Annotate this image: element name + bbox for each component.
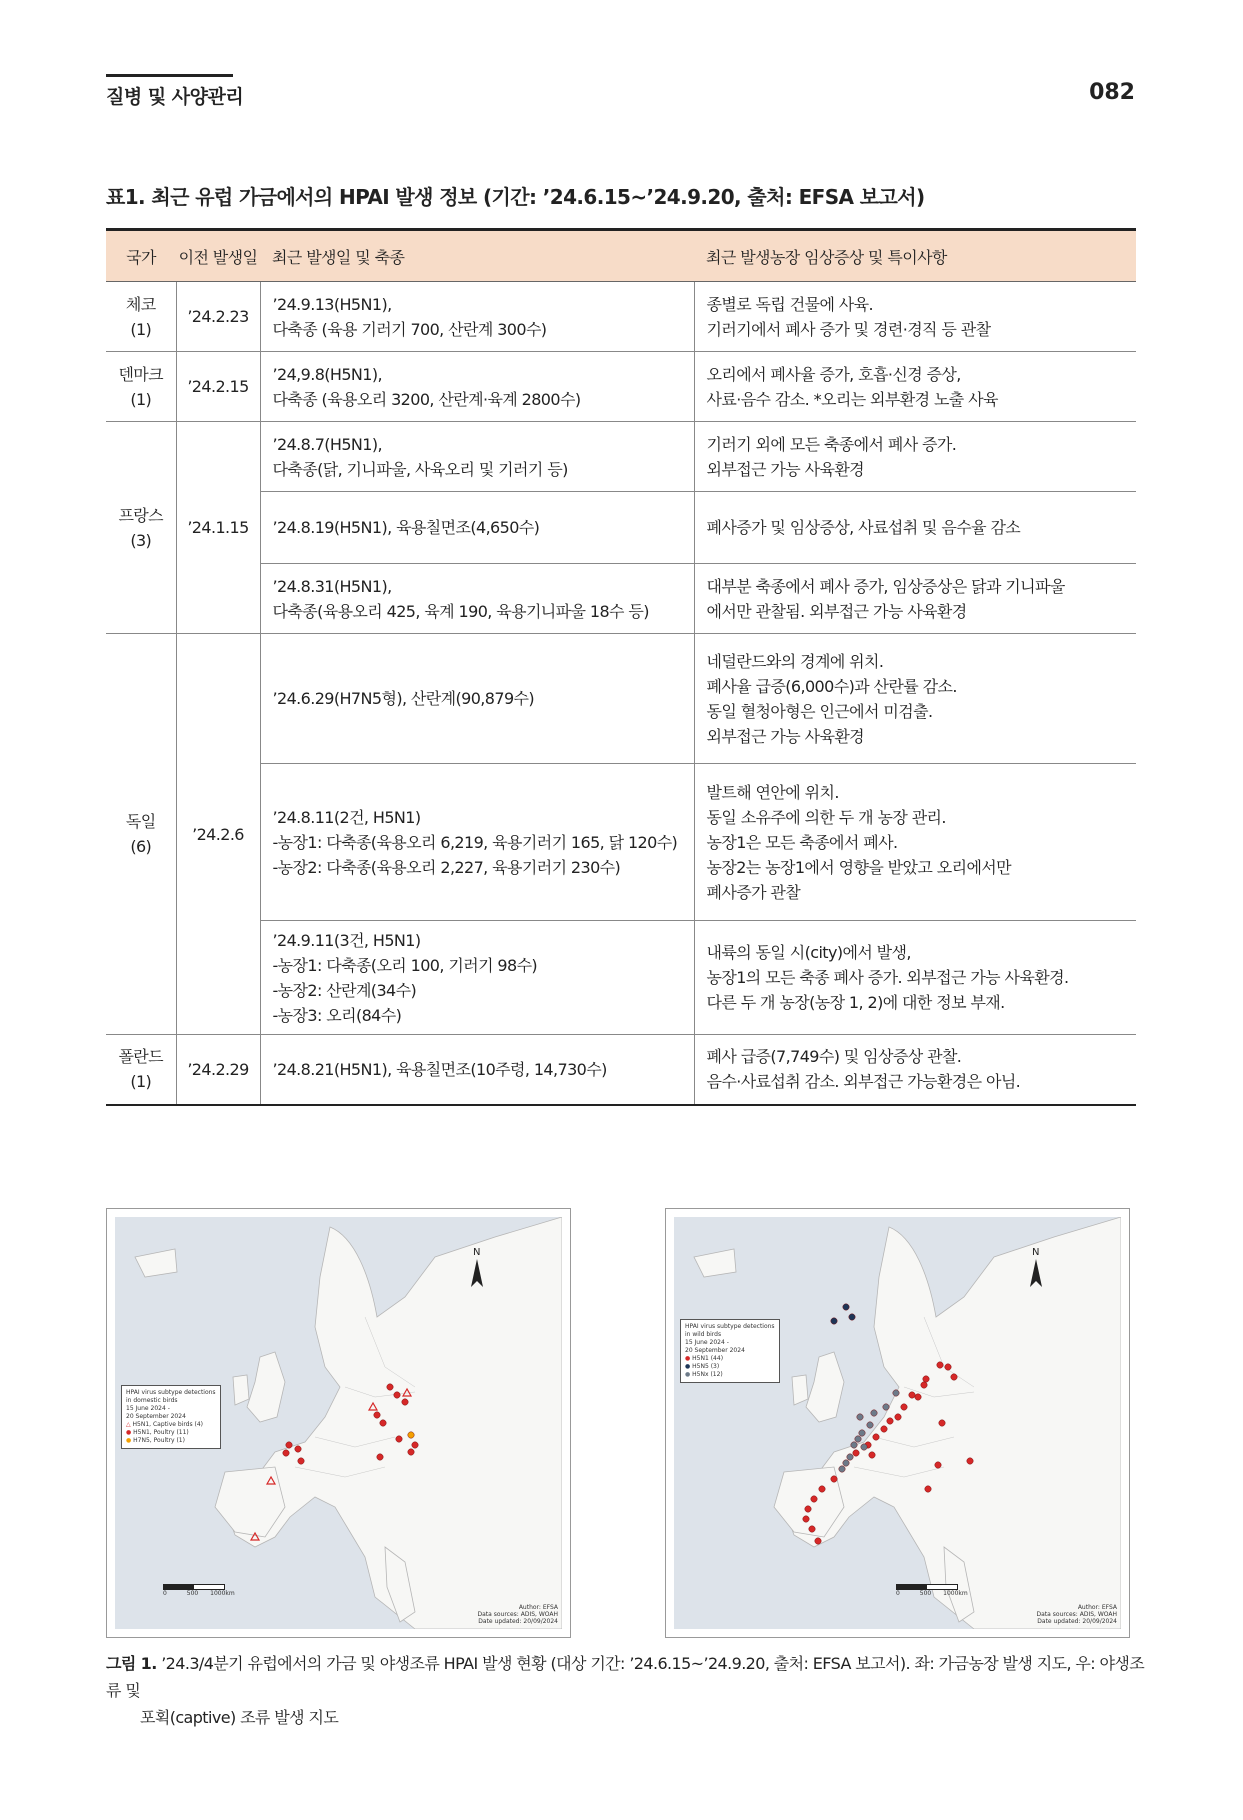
recent-outbreak-cell (260, 564, 694, 634)
wild-h5nx-marker (861, 1444, 867, 1450)
map-domestic-birds (106, 1208, 571, 1638)
caption-label: 그림 1. (106, 1654, 157, 1673)
cell-line: ’24,9.8(H5N1), (272, 364, 383, 384)
wild-h5n1-marker (939, 1420, 945, 1426)
cell-line: 외부접근 가능 사육환경 (706, 726, 865, 746)
cell-line: 발트해 연안에 위치. (706, 782, 839, 802)
country-cell (106, 634, 176, 1035)
notes-cell (694, 634, 1136, 764)
map-credits-right: Author: EFSA Data sources: ADIS, WOAH Date updated: 20/09/2024 (1036, 1604, 1117, 1625)
wild-h5n1-marker (803, 1516, 809, 1522)
wild-h5n5-marker (849, 1314, 855, 1320)
wild-h5n1-marker (887, 1418, 893, 1424)
triangle-icon: △ (126, 1421, 131, 1428)
header-prev-date: 이전 발생일 (176, 230, 260, 282)
wild-h5n1-marker (811, 1496, 817, 1502)
country-cell (106, 1035, 176, 1105)
wild-h5n1-marker (935, 1462, 941, 1468)
cell-line: -농장1: 다축종(오리 100, 기러기 98수) (272, 955, 538, 975)
wild-h5nx-marker (839, 1466, 845, 1472)
recent-outbreak-cell (260, 634, 694, 764)
wild-h5nx-marker (847, 1454, 853, 1460)
header-notes: 최근 발생농장 임상증상 및 특이사항 (694, 230, 1136, 282)
poultry-h5n1-marker (394, 1392, 400, 1398)
table-row (106, 352, 1136, 422)
caption-text: ’24.3/4분기 유럽에서의 가금 및 야생조류 HPAI 발생 현황 (대상 기간: ’24.6.15~’24.9.20, 출처: EFSA 보고서). 좌: 가금농장 발생 지도, 우: 야생조류 및 (106, 1654, 1145, 1700)
cell-line: 폐사율 급증(6,000수)과 산란률 감소. (706, 676, 957, 696)
page-number: 082 (1089, 80, 1135, 105)
poultry-h5n1-marker (408, 1449, 414, 1455)
wild-h5n1-marker (967, 1458, 973, 1464)
recent-outbreak-cell (260, 282, 694, 352)
table-title: 표1. 최근 유럽 가금에서의 HPAI 발생 정보 (기간: ’24.6.15~’24.9.20, 출처: EFSA 보고서) (106, 185, 925, 209)
wild-h5n5-marker (831, 1318, 837, 1324)
recent-outbreak-cell (260, 422, 694, 492)
wild-h5n1-marker (809, 1526, 815, 1532)
map-scale-right: 0 500 1000km (896, 1584, 968, 1597)
wild-h5nx-marker (871, 1410, 877, 1416)
country-cell (106, 282, 176, 352)
table-row (106, 921, 1136, 1035)
map-scale-left: 0 500 1000km (163, 1584, 235, 1597)
cell-line: 음수·사료섭취 감소. 외부접근 가능환경은 아님. (706, 1072, 1021, 1092)
wild-h5n1-marker (923, 1376, 929, 1382)
prev-date-cell: ’24.2.29 (176, 1035, 260, 1105)
prev-date-cell: ’24.2.6 (176, 634, 260, 1035)
map-legend-left: HPAI virus subtype detections in domestic birds 15 June 2024 - 20 September 2024 △ H5N1, Captive birds (4) ● H5N1, Poultry (11) ● H7N5, Poultry (1) (121, 1385, 221, 1449)
cell-line: 농장1의 모든 축종 폐사 증가. 외부접근 가능 사육환경. (706, 968, 1069, 987)
wild-h5n1-marker (805, 1506, 811, 1512)
cell-line: ’24.8.11(2건, H5N1) (272, 807, 421, 827)
cell-line: 폐사증가 관찰 (706, 882, 801, 902)
cell-line: 외부접근 가능 사육환경 (706, 459, 865, 479)
notes-cell (694, 1035, 1136, 1105)
notes-cell (694, 282, 1136, 352)
recent-outbreak-cell (260, 492, 694, 564)
wild-h5n1-marker (831, 1476, 837, 1482)
poultry-h5n1-marker (295, 1446, 301, 1452)
cell-line: 다른 두 개 농장(농장 1, 2)에 대한 정보 부재. (706, 993, 1005, 1012)
cell-line: 농장1은 모든 축종에서 폐사. (706, 832, 898, 852)
caption-text-continued: 포획(captive) 조류 발생 지도 (140, 1708, 339, 1727)
dot-icon: ● (126, 1437, 132, 1444)
wild-h5n1-marker (901, 1404, 907, 1410)
cell-line: 기러기 외에 모든 축종에서 폐사 증가. (706, 434, 957, 454)
country-name: 프랑스 (118, 505, 164, 525)
cell-line: 종별로 독립 건물에 사육. (706, 294, 874, 314)
table-row (106, 1035, 1136, 1105)
cell-line: 동일 혈청아형은 인근에서 미검출. (706, 701, 933, 721)
wild-h5n1-marker (881, 1426, 887, 1432)
wild-h5n1-marker (853, 1450, 859, 1456)
country-name: 덴마크 (118, 364, 164, 384)
cell-line: 다축종 (육용 기러기 700, 산란계 300수) (272, 319, 547, 339)
cell-line: -농장3: 오리(84수) (272, 1005, 402, 1025)
poultry-h5n1-marker (380, 1420, 386, 1426)
header-rule (106, 74, 233, 77)
poultry-h5n1-marker (283, 1450, 289, 1456)
wild-h5n1-marker (819, 1486, 825, 1492)
wild-h5n1-marker (909, 1392, 915, 1398)
dot-icon: ● (685, 1355, 691, 1362)
poultry-h5n1-marker (412, 1442, 418, 1448)
wild-h5n1-marker (815, 1538, 821, 1544)
recent-outbreak-cell (260, 1035, 694, 1105)
table-row (106, 492, 1136, 564)
notes-cell (694, 422, 1136, 492)
cell-line: -농장2: 산란계(34수) (272, 980, 417, 1000)
prev-date-cell: ’24.2.23 (176, 282, 260, 352)
section-title: 질병 및 사양관리 (106, 86, 244, 108)
cell-line: 농장2는 농장1에서 영향을 받았고 오리에서만 (706, 857, 1012, 877)
poultry-h5n1-marker (387, 1384, 393, 1390)
dot-icon: ● (685, 1371, 691, 1378)
notes-cell (694, 352, 1136, 422)
cell-line: -농장2: 다축종(육용오리 2,227, 육용기러기 230수) (272, 857, 621, 877)
wild-h5n1-marker (869, 1452, 875, 1458)
cell-line: 오리에서 폐사율 증가, 호흡·신경 증상, (706, 364, 961, 384)
cell-line: 사료·음수 감소. *오리는 외부환경 노출 사육 (706, 389, 998, 409)
header-recent: 최근 발생일 및 축종 (260, 230, 694, 282)
country-count: (3) (130, 530, 152, 550)
notes-cell (694, 492, 1136, 564)
dot-icon: ● (685, 1363, 691, 1370)
recent-outbreak-cell (260, 352, 694, 422)
cell-line: 네덜란드와의 경계에 위치. (706, 651, 884, 671)
table-row (106, 282, 1136, 352)
poultry-h5n1-marker (374, 1412, 380, 1418)
cell-line: ’24.8.31(H5N1), (272, 576, 392, 596)
cell-line: 대부분 축종에서 폐사 증가, 임상증상은 닭과 기니파울 (706, 576, 1065, 596)
cell-line: 다축종(육용오리 425, 육계 190, 육용기니파울 18수 등) (272, 601, 649, 621)
cell-line: 기러기에서 폐사 증가 및 경련·경직 등 관찰 (706, 319, 991, 339)
cell-line: -농장1: 다축종(육용오리 6,219, 육용기러기 165, 닭 120수) (272, 832, 678, 852)
cell-line: 폐사증가 및 임상증상, 사료섭취 및 음수율 감소 (706, 518, 1021, 537)
notes-cell (694, 921, 1136, 1035)
wild-h5n1-marker (915, 1394, 921, 1400)
map-legend-right: HPAI virus subtype detections in wild birds 15 June 2024 - 20 September 2024 ● H5N1 (44) ● H5N5 (3) ● H5Nx (12) (680, 1319, 780, 1383)
header-country: 국가 (106, 230, 176, 282)
recent-outbreak-cell (260, 764, 694, 921)
wild-h5nx-marker (883, 1404, 889, 1410)
table-body (106, 282, 1136, 1105)
map-wild-birds (665, 1208, 1130, 1638)
poultry-h5n1-marker (377, 1454, 383, 1460)
recent-outbreak-cell (260, 921, 694, 1035)
table-row (106, 634, 1136, 764)
country-name: 폴란드 (118, 1047, 164, 1067)
poultry-h5n1-marker (396, 1436, 402, 1442)
wild-h5nx-marker (843, 1460, 849, 1466)
wild-h5n1-marker (937, 1362, 943, 1368)
country-cell (106, 352, 176, 422)
cell-line: ’24.8.19(H5N1), 육용칠면조(4,650수) (272, 518, 540, 537)
wild-h5nx-marker (855, 1436, 861, 1442)
notes-cell (694, 764, 1136, 921)
cell-line: 다축종(닭, 기니파울, 사육오리 및 기러기 등) (272, 459, 568, 479)
poultry-h5n1-marker (286, 1442, 292, 1448)
cell-line: ’24.8.21(H5N1), 육용칠면조(10주령, 14,730수) (272, 1059, 607, 1079)
cell-line: 동일 소유주에 의한 두 개 농장 관리. (706, 807, 946, 827)
hpai-table (106, 228, 1136, 1106)
europe-map-right (674, 1217, 1121, 1629)
table-row (106, 422, 1136, 492)
wild-h5n1-marker (925, 1486, 931, 1492)
cell-line: 폐사 급증(7,749수) 및 임상증상 관찰. (706, 1047, 962, 1067)
wild-h5nx-marker (857, 1414, 863, 1420)
wild-h5n1-marker (895, 1414, 901, 1420)
country-count: (1) (130, 319, 152, 339)
wild-h5nx-marker (867, 1422, 873, 1428)
wild-h5n1-marker (945, 1364, 951, 1370)
wild-h5nx-marker (859, 1430, 865, 1436)
country-count: (6) (130, 837, 152, 856)
cell-line: ’24.9.11(3건, H5N1) (272, 930, 421, 950)
country-count: (1) (130, 1072, 152, 1092)
svg-text:N: N (1032, 1247, 1040, 1258)
wild-h5n1-marker (921, 1382, 927, 1388)
svg-text:N: N (473, 1247, 481, 1258)
wild-h5n1-marker (951, 1374, 957, 1380)
prev-date-cell: ’24.1.15 (176, 422, 260, 634)
poultry-h5n1-marker (402, 1399, 408, 1405)
table-header-row (106, 230, 1136, 282)
cell-line: ’24.6.29(H7N5형), 산란계(90,879수) (272, 689, 535, 708)
prev-date-cell: ’24.2.15 (176, 352, 260, 422)
wild-h5nx-marker (893, 1390, 899, 1396)
country-count: (1) (130, 389, 152, 409)
figure-caption (106, 1650, 1146, 1731)
wild-h5nx-marker (851, 1442, 857, 1448)
country-name: 독일 (125, 812, 156, 831)
cell-line: ’24.8.7(H5N1), (272, 434, 383, 454)
poultry-h7n5-marker (408, 1432, 414, 1438)
country-name: 체코 (125, 294, 156, 314)
table-row (106, 564, 1136, 634)
dot-icon: ● (126, 1429, 132, 1436)
cell-line: ’24.9.13(H5N1), (272, 294, 392, 314)
wild-h5n5-marker (843, 1304, 849, 1310)
poultry-h5n1-marker (298, 1458, 304, 1464)
country-cell (106, 422, 176, 634)
cell-line: 다축종 (육용오리 3200, 산란계·육계 2800수) (272, 389, 581, 409)
cell-line: 내륙의 동일 시(city)에서 발생, (706, 943, 911, 962)
wild-h5n1-marker (873, 1434, 879, 1440)
notes-cell (694, 564, 1136, 634)
map-credits-left: Author: EFSA Data sources: ADIS, WOAH Date updated: 20/09/2024 (477, 1604, 558, 1625)
table-row (106, 764, 1136, 921)
cell-line: 에서만 관찰됨. 외부접근 가능 사육환경 (706, 601, 967, 621)
